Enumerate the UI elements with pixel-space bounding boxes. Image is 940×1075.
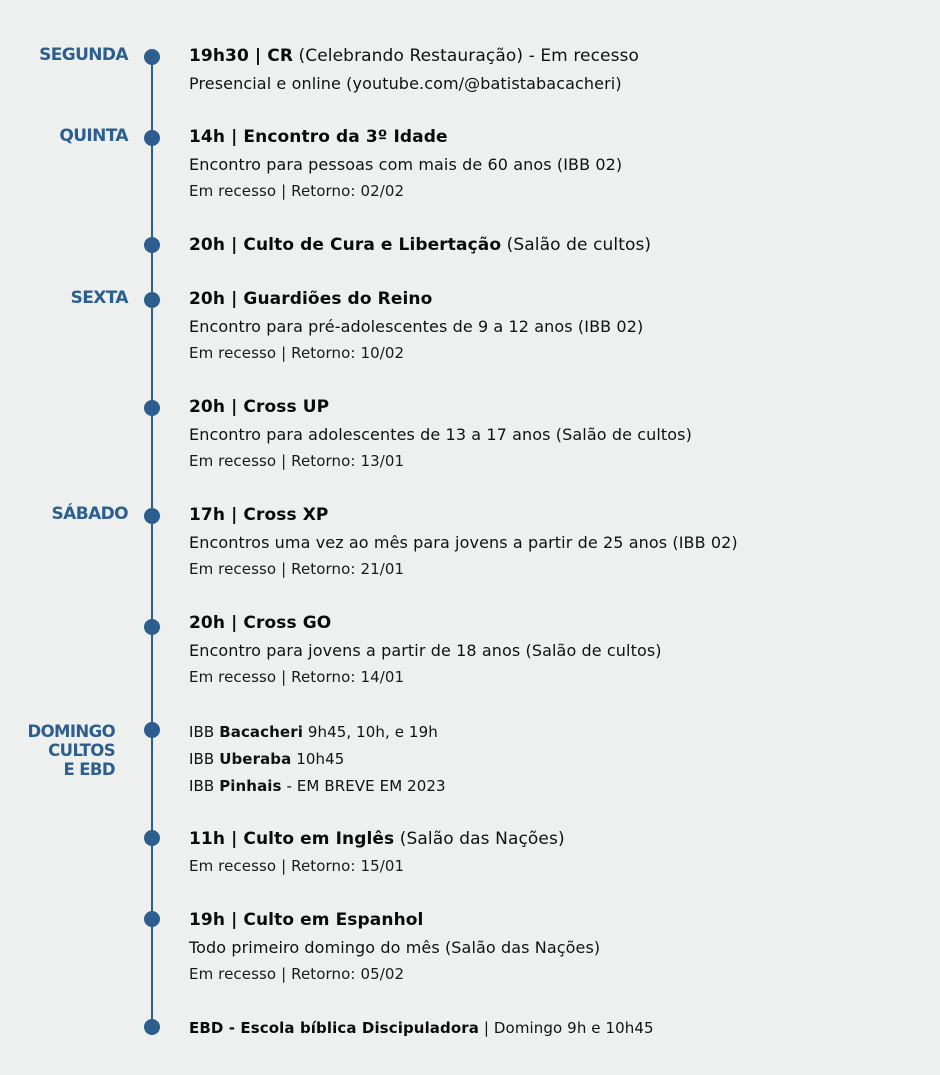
event-title: 19h | Culto em Espanhol — [189, 910, 424, 930]
timeline-line — [151, 56, 153, 1028]
event-status: Em recesso | Retorno: 10/02 — [189, 344, 405, 362]
event-detail: Encontro para jovens a partir de 18 anos (Salão de cultos) — [189, 641, 662, 660]
location-name: Bacacheri — [219, 723, 303, 741]
location-name: Pinhais — [219, 777, 282, 795]
event-title-suffix: | Domingo 9h e 10h45 — [479, 1019, 654, 1037]
event-detail: Encontro para adolescentes de 13 a 17 anos (Salão de cultos) — [189, 425, 692, 444]
event-title-line — [189, 907, 929, 934]
event-title-line — [189, 826, 929, 853]
event-title: 17h | Cross XP — [189, 505, 329, 525]
event-status: Em recesso | Retorno: 05/02 — [189, 965, 405, 983]
timeline-dot — [144, 130, 160, 146]
event-status: Em recesso | Retorno: 14/01 — [189, 668, 405, 686]
timeline-dot — [144, 830, 160, 846]
event-detail: Encontros uma vez ao mês para jovens a partir de 25 anos (IBB 02) — [189, 533, 738, 552]
event-title-line — [189, 502, 929, 529]
event-status: Em recesso | Retorno: 13/01 — [189, 452, 405, 470]
event-title: 20h | Culto de Cura e Libertação — [189, 235, 502, 255]
location-line — [189, 719, 929, 746]
event-title-line — [189, 43, 929, 70]
location-line — [189, 746, 929, 773]
event-status: Em recesso | Retorno: 02/02 — [189, 182, 405, 200]
location-line — [189, 773, 929, 800]
day-label: QUINTA — [59, 126, 128, 146]
event-title: EBD - Escola bíblica Discipuladora — [189, 1019, 479, 1037]
event-detail: Encontro para pré-adolescentes de 9 a 12 anos (IBB 02) — [189, 317, 644, 336]
location-name: Uberaba — [219, 750, 292, 768]
event-title-line — [189, 286, 929, 313]
event-status: Em recesso | Retorno: 15/01 — [189, 857, 405, 875]
timeline-dot — [144, 911, 160, 927]
timeline-dot — [144, 292, 160, 308]
event-detail: Presencial e online (youtube.com/@batistabacacheri) — [189, 74, 622, 93]
location-times: 9h45, 10h, e 19h — [302, 723, 438, 741]
location-times: 10h45 — [291, 750, 345, 768]
location-times: - EM BREVE EM 2023 — [281, 777, 446, 795]
timeline-dot — [144, 49, 160, 65]
timeline-dot — [144, 619, 160, 635]
day-label-line: CULTOS — [48, 741, 115, 760]
event-title-suffix: (Salão das Nações) — [394, 829, 565, 849]
location-prefix: IBB — [189, 777, 220, 795]
location-prefix: IBB — [189, 750, 220, 768]
event-status: Em recesso | Retorno: 21/01 — [189, 560, 405, 578]
event-detail: Encontro para pessoas com mais de 60 anos (IBB 02) — [189, 155, 623, 174]
event-title-line — [189, 232, 929, 259]
event-title-line — [189, 1015, 929, 1042]
day-label-line: E EBD — [63, 760, 115, 779]
event-title: 20h | Cross UP — [189, 397, 330, 417]
event-title-line — [189, 124, 929, 151]
event-title: 14h | Encontro da 3º Idade — [189, 127, 448, 147]
event-title-line — [189, 394, 929, 421]
event-title-line — [189, 610, 929, 637]
day-label: SEXTA — [70, 288, 128, 308]
timeline-dot — [144, 400, 160, 416]
day-label: SEGUNDA — [39, 45, 128, 65]
event-title: 19h30 | CR — [189, 46, 294, 66]
timeline-dot — [144, 1019, 160, 1035]
event-title: 11h | Culto em Inglês — [189, 829, 395, 849]
event-detail: Todo primeiro domingo do mês (Salão das Nações) — [189, 938, 601, 957]
event-title-suffix: (Salão de cultos) — [501, 235, 652, 255]
day-label-domingo — [28, 722, 115, 779]
timeline-dot — [144, 237, 160, 253]
location-prefix: IBB — [189, 723, 220, 741]
day-label: SÁBADO — [51, 504, 128, 524]
day-label-line: DOMINGO — [27, 722, 115, 741]
event-title: 20h | Guardiões do Reino — [189, 289, 433, 309]
timeline-dot — [144, 722, 160, 738]
timeline-dot — [144, 508, 160, 524]
event-title-suffix: (Celebrando Restauração) - Em recesso — [293, 46, 640, 66]
event-title: 20h | Cross GO — [189, 613, 332, 633]
